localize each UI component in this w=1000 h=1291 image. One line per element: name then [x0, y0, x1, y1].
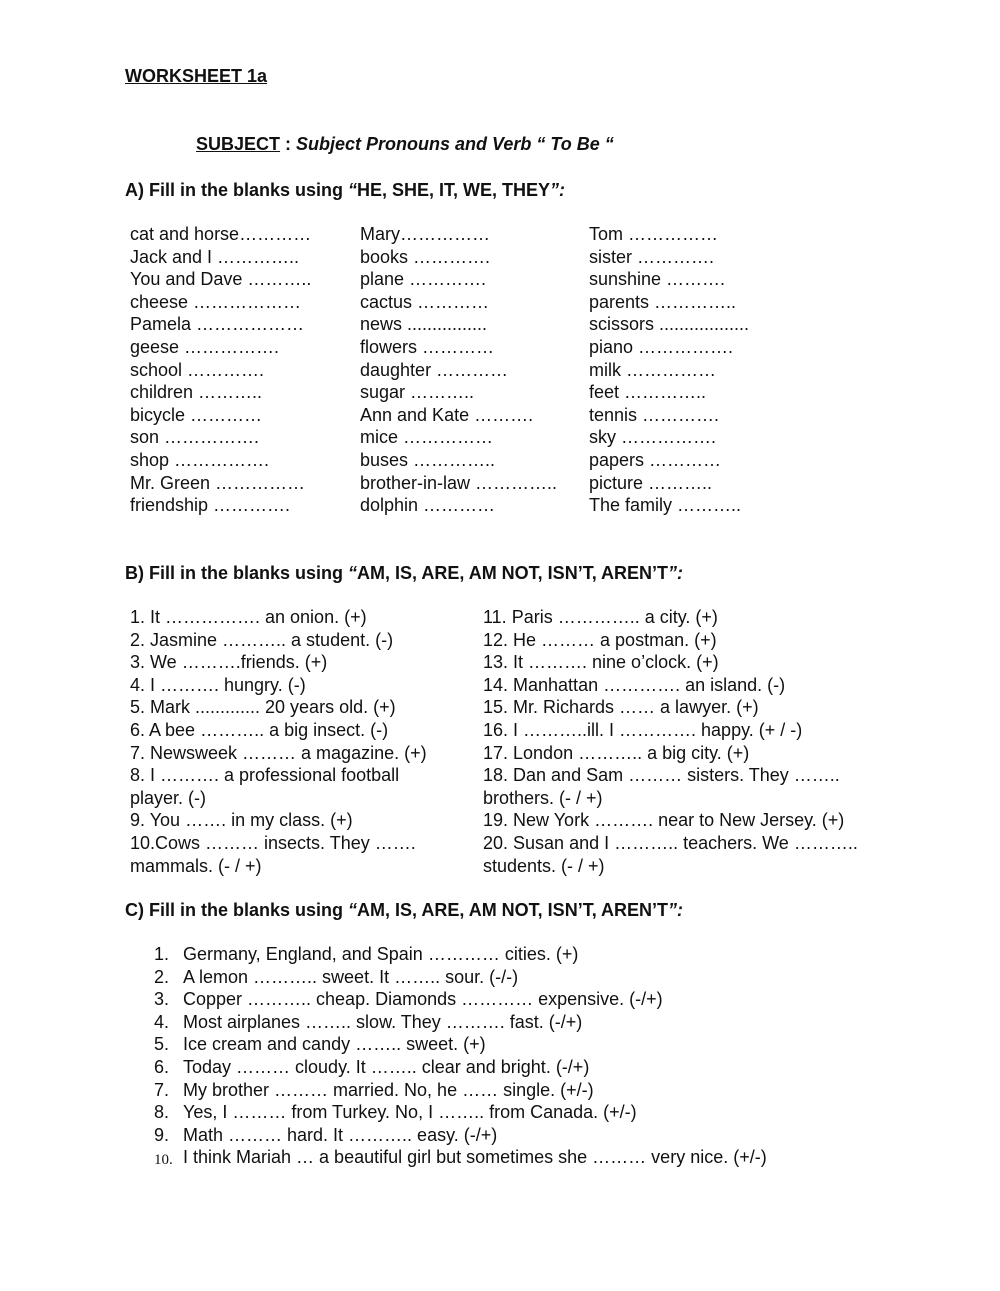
exercise-b-line: 7. Newsweek ……… a magazine. (+): [130, 742, 427, 763]
section-c-quote-open: “: [348, 900, 358, 920]
noun-blank-item: brother-in-law …………..: [360, 472, 558, 493]
exercise-c-text: My brother ……… married. No, he …… single. (+/-): [183, 1079, 594, 1100]
noun-blank-item: cactus …………: [360, 291, 490, 312]
section-c-heading: [125, 900, 683, 921]
exercise-b-line: 20. Susan and I ……….. teachers. We ………..: [483, 833, 858, 853]
subject-line: [196, 134, 614, 155]
exercise-c-number: 3.: [154, 989, 170, 1010]
exercise-b-line: 11. Paris ………….. a city. (+): [483, 607, 718, 627]
exercise-b-line: 2. Jasmine ……….. a student. (-): [130, 629, 394, 650]
noun-blank-item: parents …………..: [589, 291, 737, 312]
subject-label: SUBJECT: [196, 134, 281, 154]
worksheet-title: WORKSHEET 1a: [125, 66, 268, 86]
noun-blank-item: Mary……………: [360, 224, 490, 244]
noun-blank-item: books ………….: [360, 246, 491, 267]
noun-blank-item: Pamela ………………: [130, 314, 305, 335]
exercise-b-line: 8. I ………. a professional football: [130, 765, 400, 786]
exercise-b-line: mammals. (- / +): [130, 855, 262, 876]
noun-blank-item: daughter …………: [360, 359, 509, 380]
noun-blank-item: plane ………….: [360, 269, 487, 290]
exercise-c-text: Ice cream and candy …….. sweet. (+): [183, 1034, 486, 1055]
exercise-c-text: I think Mariah … a beautiful girl but sometimes she ……… very nice. (+/-): [183, 1147, 767, 1168]
noun-blank-item: children ………..: [130, 382, 263, 403]
exercise-c-number: 7.: [154, 1079, 170, 1100]
subject-text: Subject Pronouns and Verb “ To Be “: [296, 134, 614, 154]
noun-blank-item: son …………….: [130, 427, 260, 448]
exercise-c-number: 2.: [154, 966, 170, 987]
noun-blank-item: Tom ……………: [589, 224, 719, 244]
exercise-b-line: 18. Dan and Sam ……… sisters. They ……..: [483, 765, 840, 786]
noun-blank-item: school ………….: [130, 359, 265, 380]
exercise-b-line: brothers. (- / +): [483, 787, 603, 808]
noun-blank-item: sugar ………..: [360, 382, 475, 403]
section-b-prefix: B) Fill in the blanks using: [125, 563, 349, 583]
section-c-quote-close: ”:: [668, 900, 684, 920]
noun-blank-item: The family ………..: [589, 495, 742, 516]
section-b-words: AM, IS, ARE, AM NOT, ISN’T, AREN’T: [357, 563, 669, 583]
noun-blank-item: bicycle …………: [130, 404, 263, 425]
exercise-b-line: 6. A bee ……….. a big insect. (-): [130, 720, 389, 740]
exercise-b-line: 10.Cows ……… insects. They …….: [130, 833, 416, 853]
noun-blank-item: piano …………….: [589, 337, 734, 357]
noun-blank-item: Jack and I …………..: [130, 246, 300, 267]
exercise-b-line: 1. It ……………. an onion. (+): [130, 607, 367, 627]
exercise-b-line: 16. I ………..ill. I …………. happy. (+ / -): [483, 720, 803, 740]
noun-blank-item: flowers …………: [360, 337, 495, 357]
section-b-heading: [125, 563, 683, 584]
exercise-b-line: player. (-): [130, 787, 207, 808]
exercise-b-line: 3. We ……….friends. (+): [130, 652, 328, 673]
section-b-quote-open: “: [348, 563, 358, 583]
section-c-prefix: C) Fill in the blanks using: [125, 900, 349, 920]
noun-blank-item: dolphin …………: [360, 495, 496, 516]
exercise-b-line: 13. It ………. nine o’clock. (+): [483, 652, 719, 673]
noun-blank-item: feet …………..: [589, 382, 707, 403]
noun-blank-item: geese …………….: [130, 337, 280, 357]
exercise-c-text: Math ……… hard. It ……….. easy. (-/+): [183, 1124, 498, 1145]
noun-blank-item: cat and horse…………: [130, 224, 312, 244]
section-a-words: HE, SHE, IT, WE, THEY: [357, 180, 551, 200]
noun-blank-item: mice ……………: [360, 427, 494, 448]
noun-blank-item: friendship ………….: [130, 495, 291, 516]
noun-blank-item: sky …………….: [589, 427, 717, 448]
exercise-c-text: A lemon ……….. sweet. It …….. sour. (-/-): [183, 966, 519, 987]
noun-blank-item: sunshine ……….: [589, 269, 726, 290]
subject-separator: :: [280, 134, 297, 154]
noun-blank-item: shop …………….: [130, 450, 270, 470]
exercise-b-line: 17. London ……….. a big city. (+): [483, 742, 750, 763]
exercise-c-text: Today ……… cloudy. It …….. clear and bright. (-/+): [183, 1057, 590, 1077]
section-b-quote-close: ”:: [668, 563, 684, 583]
section-a-heading: [125, 180, 565, 201]
exercise-c-number: 10.: [154, 1152, 173, 1169]
noun-blank-item: buses …………..: [360, 450, 496, 470]
section-a-prefix: A) Fill in the blanks using: [125, 180, 349, 200]
noun-blank-item: sister ………….: [589, 246, 715, 267]
exercise-b-line: students. (- / +): [483, 855, 605, 876]
exercise-c-text: Germany, England, and Spain ………… cities. (+): [183, 944, 579, 964]
noun-blank-item: papers …………: [589, 450, 722, 470]
exercise-b-line: 4. I ………. hungry. (-): [130, 674, 306, 695]
section-c-words: AM, IS, ARE, AM NOT, ISN’T, AREN’T: [357, 900, 669, 920]
exercise-c-number: 8.: [154, 1102, 170, 1123]
exercise-b-line: 14. Manhattan …………. an island. (-): [483, 674, 786, 695]
noun-blank-item: You and Dave ………..: [130, 269, 312, 290]
noun-blank-item: news ................: [360, 314, 488, 335]
noun-blank-item: Ann and Kate ……….: [360, 404, 534, 425]
exercise-b-line: 19. New York ………. near to New Jersey. (+): [483, 810, 845, 831]
section-a-quote-open: “: [348, 180, 358, 200]
exercise-b-line: 12. He ……… a postman. (+): [483, 629, 717, 650]
exercise-c-text: Most airplanes …….. slow. They ………. fast. (-/+): [183, 1011, 583, 1032]
section-a-quote-close: ”:: [550, 180, 566, 200]
noun-blank-item: picture ………..: [589, 472, 713, 493]
exercise-c-number: 9.: [154, 1124, 170, 1145]
exercise-c-text: Yes, I ……… from Turkey. No, I …….. from Canada. (+/-): [183, 1102, 637, 1123]
exercise-c-number: 5.: [154, 1034, 170, 1055]
exercise-b-line: 9. You ……. in my class. (+): [130, 810, 353, 831]
exercise-c-text: Copper ……….. cheap. Diamonds ………… expensive. (-/+): [183, 989, 663, 1010]
noun-blank-item: milk ……………: [589, 359, 716, 380]
noun-blank-item: Mr. Green ……………: [130, 472, 306, 493]
exercise-c-number: 4.: [154, 1011, 170, 1032]
exercise-c-number: 6.: [154, 1057, 170, 1077]
exercise-c-number: 1.: [154, 944, 170, 964]
exercise-b-line: 5. Mark ............. 20 years old. (+): [130, 697, 396, 718]
noun-blank-item: tennis ………….: [589, 404, 720, 425]
noun-blank-item: cheese ………………: [130, 291, 302, 312]
noun-blank-item: scissors ..................: [589, 314, 750, 335]
exercise-b-line: 15. Mr. Richards …… a lawyer. (+): [483, 697, 759, 718]
